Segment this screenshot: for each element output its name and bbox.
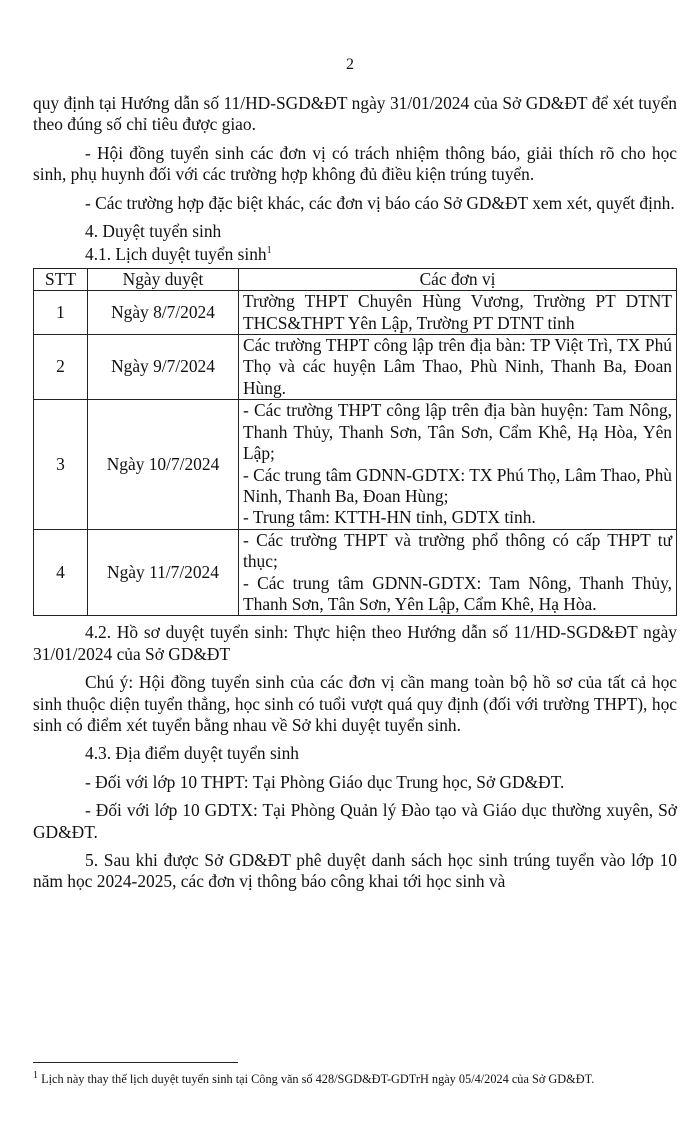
footnote-text: Lịch này thay thế lịch duyệt tuyển sinh tại Công văn số 428/SGD&ĐT-GDTrH ngày 05/4/2024 của Sở GD&ĐT. [41,1072,595,1086]
table-row [34,335,677,400]
page-number: 2 [346,56,354,73]
units-line: - Các trường THPT công lập trên địa bàn huyện: Tam Nông, Thanh Thủy, Thanh Sơn, Tân Sơn, Cẩm Khê, Hạ Hòa, Yên Lập; [243,400,672,464]
paragraph-publication: 5. Sau khi được Sở GD&ĐT phê duyệt danh sách học sinh trúng tuyển vào lớp 10 năm học 2024-2025, các đơn vị thông báo công khai tới học sinh và [33,850,677,892]
cell-date: Ngày 9/7/2024 [88,335,239,400]
units-line: Các trường THPT công lập trên địa bàn: TP Việt Trì, TX Phú Thọ và các huyện Lâm Thao, Phù Ninh, Thanh Ba, Đoan Hùng. [243,335,672,398]
footnote-divider [33,1062,238,1063]
cell-units [239,529,677,616]
table-row [34,291,677,335]
section-heading-schedule [33,244,677,265]
cell-stt: 3 [34,400,88,529]
header-stt: STT [34,268,88,290]
schedule-heading-text: 4.1. Lịch duyệt tuyển sinh [85,244,267,265]
units-line: - Các trung tâm GDNN-GDTX: Tam Nông, Thanh Thủy, Thanh Sơn, Tân Sơn, Yên Lập, Cẩm Khê, Hạ Hòa. [243,572,672,614]
cell-units [239,400,677,529]
paragraph-note: Chú ý: Hội đồng tuyển sinh của các đơn vị cần mang toàn bộ hồ sơ của tất cả học sinh thuộc diện tuyển thẳng, học sinh có tuổi vượt quá quy định (đối với trường THPT), học sinh có điểm xét tuyển bằng nhau về Sở khi duyệt tuyển sinh. [33,672,677,735]
cell-stt: 1 [34,291,88,335]
footnote-reference: 1 [266,245,272,257]
cell-date: Ngày 11/7/2024 [88,529,239,616]
units-line: - Các trung tâm GDNN-GDTX: TX Phú Thọ, Lâm Thao, Phù Ninh, Thanh Ba, Đoan Hùng; [243,464,672,506]
paragraph-dossier: 4.2. Hồ sơ duyệt tuyển sinh: Thực hiện theo Hướng dẫn số 11/HD-SGD&ĐT ngày 31/01/2024 của Sở GD&ĐT [33,622,677,664]
units-line: - Các trường THPT và trường phổ thông có cấp THPT tư thục; [243,529,672,572]
table-row [34,400,677,529]
header-units: Các đơn vị [239,268,677,290]
cell-units [239,335,677,400]
schedule-table [33,268,677,617]
section-heading-location: 4.3. Địa điểm duyệt tuyển sinh [85,743,299,764]
document-body [33,93,677,900]
cell-units [239,291,677,335]
units-line: Trường THPT Chuyên Hùng Vương, Trường PT DTNT THCS&THPT Yên Lập, Trường PT DTNT tỉnh [243,291,672,333]
header-date: Ngày duyệt [88,268,239,290]
paragraph-council-notice: - Hội đồng tuyển sinh các đơn vị có trách nhiệm thông báo, giải thích rõ cho học sinh, phụ huynh đối với các trường hợp không đủ điều kiện trúng tuyển. [33,142,677,185]
table-header-row [34,268,677,290]
footnote [33,1069,677,1087]
section-heading-approval: 4. Duyệt tuyển sinh [85,221,222,242]
cell-stt: 4 [34,529,88,616]
table-row [34,529,677,616]
cell-date: Ngày 8/7/2024 [88,291,239,335]
cell-date: Ngày 10/7/2024 [88,400,239,529]
paragraph-special-cases: - Các trường hợp đặc biệt khác, các đơn vị báo cáo Sở GD&ĐT xem xét, quyết định. [85,192,675,213]
cell-stt: 2 [34,335,88,400]
paragraph-regulation: quy định tại Hướng dẫn số 11/HD-SGD&ĐT ngày 31/01/2024 của Sở GD&ĐT để xét tuyển theo đúng số chỉ tiêu được giao. [33,93,677,135]
paragraph-location-thpt: - Đối với lớp 10 THPT: Tại Phòng Giáo dục Trung học, Sở GD&ĐT. [85,771,565,792]
units-line: - Trung tâm: KTTH-HN tỉnh, GDTX tỉnh. [243,507,536,528]
paragraph-location-gdtx: - Đối với lớp 10 GDTX: Tại Phòng Quản lý Đào tạo và Giáo dục thường xuyên, Sở GD&ĐT. [33,800,677,842]
footnote-mark: 1 [33,1069,38,1081]
